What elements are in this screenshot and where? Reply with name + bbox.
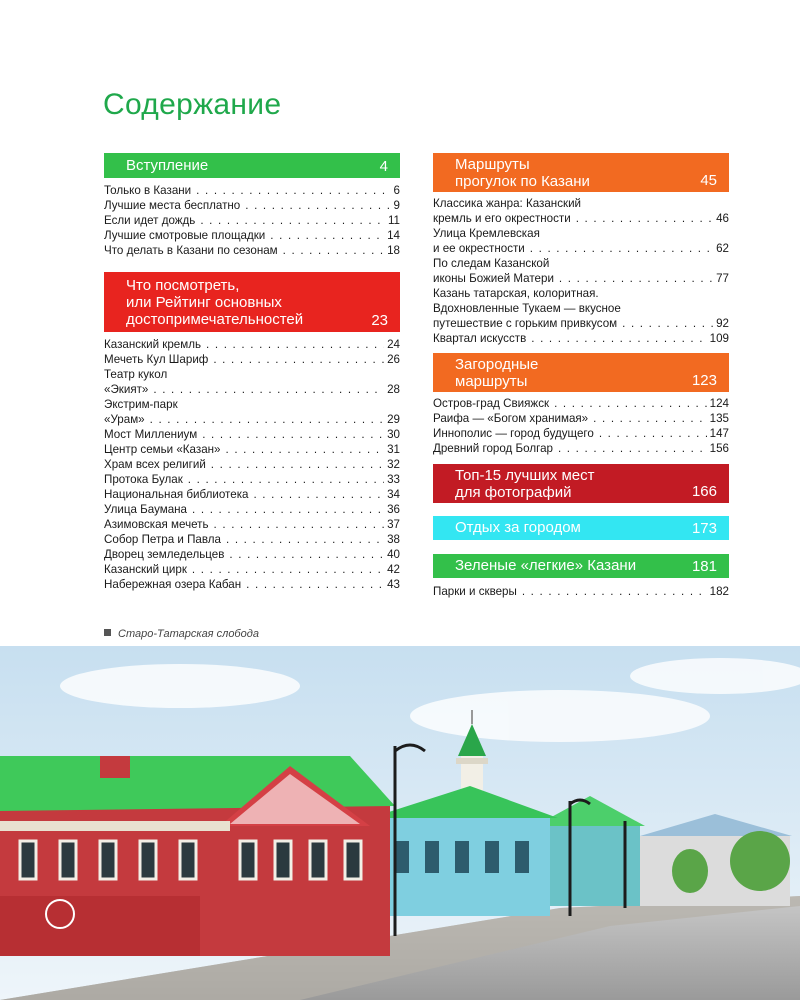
toc-entry-page: 42 xyxy=(384,562,400,577)
toc-entry-page: 109 xyxy=(707,331,729,346)
section-page: 173 xyxy=(691,520,717,537)
entries-walking-routes xyxy=(433,196,729,346)
toc-entry-title: Азимовская мечеть xyxy=(104,518,209,531)
section-page: 4 xyxy=(379,158,388,175)
toc-entry-page: 124 xyxy=(707,396,729,411)
section-title: Топ-15 лучших мест для фотографий xyxy=(455,467,595,501)
toc-entry[interactable] xyxy=(433,411,729,426)
toc-entry-leader xyxy=(433,331,729,346)
toc-entry[interactable] xyxy=(104,442,400,457)
toc-entry[interactable] xyxy=(433,256,729,286)
toc-entry-page: 33 xyxy=(384,472,400,487)
toc-entry-page: 37 xyxy=(384,517,400,532)
toc-entry-leader xyxy=(104,198,400,213)
toc-entry-title: «Урам» xyxy=(104,413,145,426)
toc-entry-title-line: Улица Кремлевская xyxy=(433,227,540,240)
toc-entry-title-line: Театр кукол xyxy=(104,368,168,381)
toc-entry-title: иконы Божией Матери xyxy=(433,272,554,285)
toc-entry-title: «Экият» xyxy=(104,383,149,396)
caption-square-icon xyxy=(104,629,111,636)
toc-entry-title: Иннополис — город будущего xyxy=(433,427,594,440)
toc-entry[interactable] xyxy=(104,502,400,517)
section-bar-country-rest[interactable] xyxy=(433,516,729,540)
toc-entry-title: Мечеть Кул Шариф xyxy=(104,353,209,366)
toc-entry-leader xyxy=(433,316,729,331)
section-title: Зеленые «легкие» Казани xyxy=(455,557,637,574)
toc-entry-page: 28 xyxy=(384,382,400,397)
toc-entry[interactable] xyxy=(104,562,400,577)
toc-entry-title: Только в Казани xyxy=(104,184,192,197)
section-page: 23 xyxy=(371,312,388,329)
toc-entry[interactable] xyxy=(104,243,400,258)
toc-entry-leader xyxy=(433,241,729,256)
toc-entry[interactable] xyxy=(433,196,729,226)
toc-entry-page: 32 xyxy=(384,457,400,472)
toc-entry[interactable] xyxy=(104,397,400,427)
toc-entry[interactable] xyxy=(433,286,729,331)
toc-entry-page: 11 xyxy=(385,213,400,228)
toc-entry-title: Храм всех религий xyxy=(104,458,206,471)
toc-entry-leader xyxy=(104,457,400,472)
toc-entry-leader xyxy=(104,213,400,228)
toc-entry-title-line: Экстрим-парк xyxy=(104,398,178,411)
toc-entry-leader xyxy=(104,228,400,243)
section-title: Загородные маршруты xyxy=(455,356,539,390)
toc-entry-leader xyxy=(433,411,729,426)
toc-entry-page: 135 xyxy=(707,411,729,426)
toc-entry-leader xyxy=(104,502,400,517)
toc-entry-page: 34 xyxy=(384,487,400,502)
toc-entry-title: Улица Баумана xyxy=(104,503,188,516)
toc-entry[interactable] xyxy=(433,396,729,411)
section-page: 123 xyxy=(691,372,717,389)
toc-entry[interactable] xyxy=(104,183,400,198)
toc-entry-leader xyxy=(104,577,400,592)
toc-entry[interactable] xyxy=(104,228,400,243)
toc-entry-title: Древний город Болгар xyxy=(433,442,553,455)
toc-entry-leader xyxy=(104,532,400,547)
toc-entry-title: Собор Петра и Павла xyxy=(104,533,221,546)
toc-entry-leader xyxy=(104,472,400,487)
toc-entry-title: путешествие с горьким привкусом xyxy=(433,317,618,330)
photo-caption xyxy=(104,628,259,640)
toc-entry-title: Лучшие смотровые площадки xyxy=(104,229,266,242)
toc-left-column xyxy=(104,153,400,592)
section-bar-walking-routes[interactable] xyxy=(433,153,729,192)
toc-entry[interactable] xyxy=(104,213,400,228)
entries-what-to-see xyxy=(104,337,400,592)
toc-entry-title: Парки и скверы xyxy=(433,585,517,598)
toc-entry[interactable] xyxy=(104,198,400,213)
section-page: 45 xyxy=(700,172,717,189)
toc-entry-leader xyxy=(433,271,729,286)
toc-entry-title: Квартал искусств xyxy=(433,332,527,345)
toc-entry-page: 46 xyxy=(713,211,729,226)
toc-entry-title: Протока Булак xyxy=(104,473,183,486)
toc-entry-title: Что делать в Казани по сезонам xyxy=(104,244,278,257)
entries-suburban-routes xyxy=(433,396,729,456)
toc-entry-page: 14 xyxy=(384,228,400,243)
section-bar-photo-spots[interactable] xyxy=(433,464,729,503)
toc-entry[interactable] xyxy=(104,337,400,352)
toc-entry[interactable] xyxy=(433,441,729,456)
toc-entry-title: Казанский кремль xyxy=(104,338,202,351)
toc-entry[interactable] xyxy=(104,472,400,487)
toc-entry[interactable] xyxy=(104,517,400,532)
toc-entry-page: 147 xyxy=(707,426,729,441)
toc-entry-page: 29 xyxy=(384,412,400,427)
section-title: Маршруты прогулок по Казани xyxy=(455,156,590,190)
toc-entry-title-line: Вдохновленные Тукаем — вкусное xyxy=(433,302,621,315)
toc-entry-page: 92 xyxy=(713,316,729,331)
toc-entry-title: и ее окрестности xyxy=(433,242,525,255)
toc-entry-leader xyxy=(104,337,400,352)
toc-entry-title: Раифа — «Богом хранимая» xyxy=(433,412,589,425)
toc-entry-leader xyxy=(104,487,400,502)
toc-entry[interactable] xyxy=(433,226,729,256)
toc-entry-leader xyxy=(104,243,400,258)
toc-entry-title: Лучшие места бесплатно xyxy=(104,199,241,212)
section-bar-introduction[interactable] xyxy=(104,153,400,178)
toc-entry-leader xyxy=(433,426,729,441)
section-bar-what-to-see[interactable] xyxy=(104,272,400,332)
toc-entry-title: Центр семьи «Казан» xyxy=(104,443,221,456)
toc-entry-leader xyxy=(104,183,400,198)
toc-entry-title-line: Казань татарская, колоритная. xyxy=(433,287,599,300)
toc-entry[interactable] xyxy=(433,331,729,346)
toc-entry-title-line: По следам Казанской xyxy=(433,257,550,270)
section-bar-suburban-routes[interactable] xyxy=(433,353,729,392)
toc-entry[interactable] xyxy=(104,532,400,547)
toc-entry-leader xyxy=(104,442,400,457)
toc-entry-title: Дворец земледельцев xyxy=(104,548,225,561)
toc-entry-page: 156 xyxy=(707,441,729,456)
section-page: 181 xyxy=(691,558,717,575)
toc-entry[interactable] xyxy=(104,352,400,367)
section-bar-green-lungs[interactable] xyxy=(433,554,729,578)
toc-entry-leader xyxy=(104,352,400,367)
toc-entry-title: Если идет дождь xyxy=(104,214,196,227)
toc-entry[interactable] xyxy=(104,457,400,472)
toc-entry-leader xyxy=(104,412,400,427)
toc-entry-leader xyxy=(433,441,729,456)
toc-entry-page: 31 xyxy=(384,442,400,457)
toc-entry-page: 9 xyxy=(391,198,400,213)
street-photo xyxy=(0,646,800,1000)
toc-entry-page: 24 xyxy=(384,337,400,352)
toc-entry-leader xyxy=(104,562,400,577)
toc-entry-page: 6 xyxy=(391,183,400,198)
section-title: Отдых за городом xyxy=(455,519,581,536)
red-house-main xyxy=(0,756,395,956)
toc-entry-leader xyxy=(104,427,400,442)
toc-entry-leader xyxy=(104,382,400,397)
entries-green-lungs xyxy=(433,584,729,599)
toc-entry-title: Мост Миллениум xyxy=(104,428,198,441)
entries-introduction xyxy=(104,183,400,258)
toc-entry-leader xyxy=(433,211,729,226)
toc-entry[interactable] xyxy=(433,426,729,441)
toc-entry-leader xyxy=(104,547,400,562)
toc-entry-page: 30 xyxy=(384,427,400,442)
toc-entry[interactable] xyxy=(433,584,729,599)
page-title: Содержание xyxy=(103,88,282,121)
section-page: 166 xyxy=(691,483,717,500)
toc-entry-page: 18 xyxy=(384,243,400,258)
toc-entry-leader xyxy=(104,517,400,532)
toc-entry[interactable] xyxy=(104,577,400,592)
toc-entry[interactable] xyxy=(104,487,400,502)
section-title: Вступление xyxy=(126,157,209,174)
toc-entry-title-line: Классика жанра: Казанский xyxy=(433,197,582,210)
toc-entry-title: кремль и его окрестности xyxy=(433,212,571,225)
toc-entry-title: Остров-град Свияжск xyxy=(433,397,550,410)
caption-text: Старо-Татарская слобода xyxy=(118,628,259,640)
toc-entry-title: Казанский цирк xyxy=(104,563,187,576)
toc-right-column xyxy=(433,153,729,599)
toc-entry-page: 182 xyxy=(707,584,729,599)
toc-entry-page: 38 xyxy=(384,532,400,547)
toc-entry-title: Национальная библиотека xyxy=(104,488,249,501)
toc-entry[interactable] xyxy=(104,427,400,442)
toc-entry-page: 40 xyxy=(384,547,400,562)
toc-entry-page: 43 xyxy=(384,577,400,592)
toc-entry-leader xyxy=(433,396,729,411)
toc-entry-page: 77 xyxy=(713,271,729,286)
toc-entry-page: 62 xyxy=(713,241,729,256)
toc-entry[interactable] xyxy=(104,367,400,397)
toc-entry[interactable] xyxy=(104,547,400,562)
toc-entry-page: 36 xyxy=(384,502,400,517)
toc-entry-page: 26 xyxy=(384,352,400,367)
toc-entry-leader xyxy=(433,584,729,599)
toc-entry-title: Набережная озера Кабан xyxy=(104,578,242,591)
section-title: Что посмотреть, или Рейтинг основных достопримечательностей xyxy=(126,277,304,328)
